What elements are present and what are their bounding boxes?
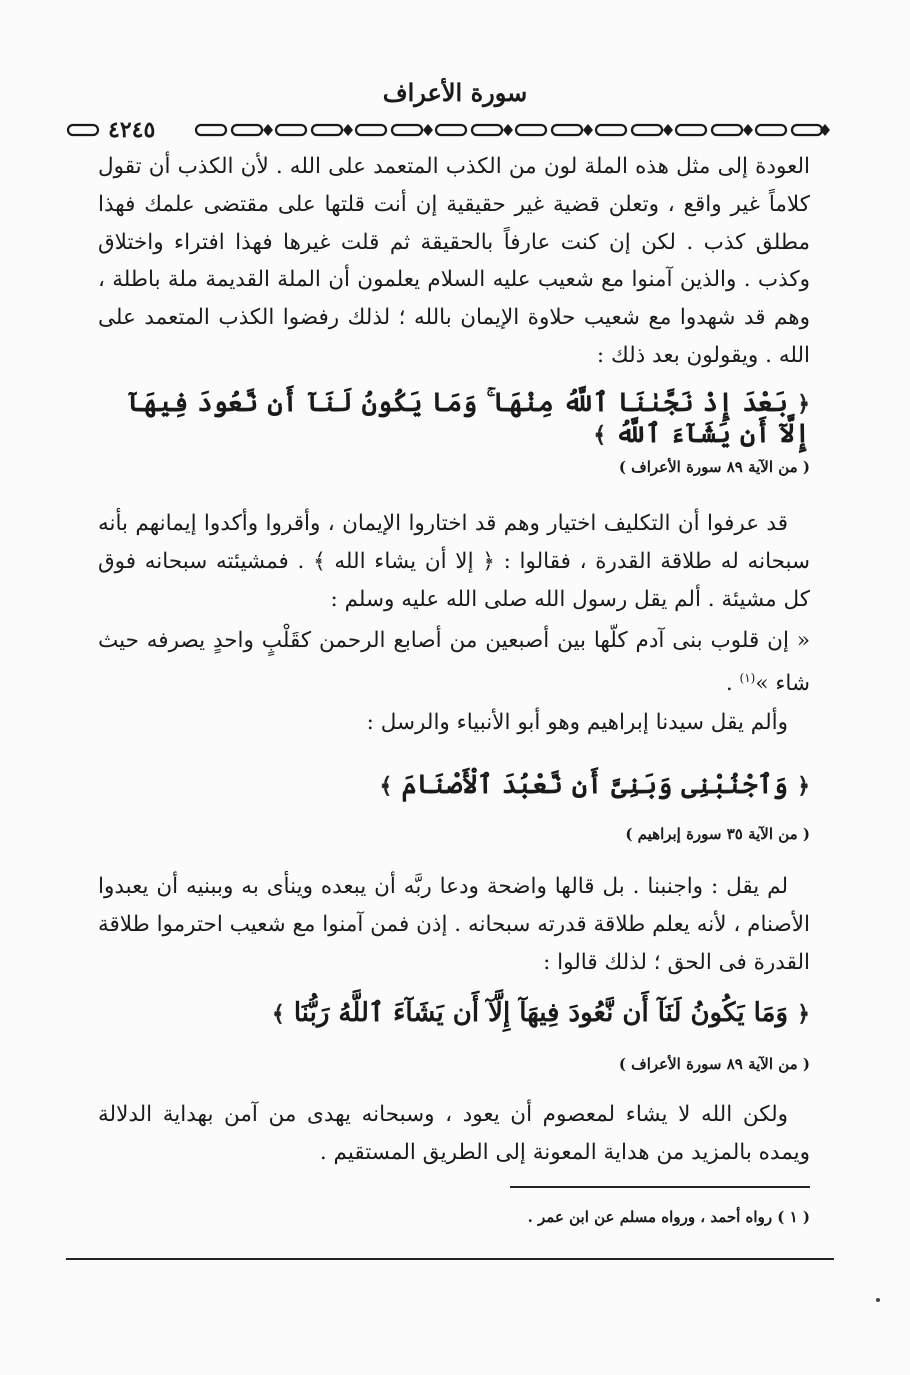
verse-text: بَعْدَ إِذْ نَجَّىٰنَا ٱللَّهُ مِنْهَا ۚ وَمَا يَكُونُ لَنَآ أَن نَّعُودَ فِيهَآ إِلَّآ أَن يَشَآءَ ٱللَّهُ — [127, 388, 810, 449]
verse-reference-3: ( من الآية ٨٩ سورة الأعراف ) — [618, 1055, 810, 1073]
verse-text: وَمَا يَكُونُ لَنَآ أَن نَّعُودَ فِيهَآ إِلَّآ أَن يَشَآءَ ٱللَّهُ رَبُّنَا — [293, 998, 789, 1028]
verse-open-bracket: ﴿ — [797, 773, 810, 799]
paragraph-3: وألم يقل سيدنا إبراهيم وهو أبو الأنبياء والرسل : — [366, 710, 788, 735]
verse-close-bracket: ﴾ — [379, 773, 393, 799]
ornamental-border — [66, 122, 830, 138]
paragraph-4: لم يقل : واجنبنا . بل قالها واضحة ودعا ربَّه أن يبعده وينأى به وببنيه أن يعبدوا الأصنام ، لأنه يعلم طلاقة قدرته سبحانه . إذن فمن آمنوا مع شعيب احترموا طلاقة القدرة فى الحق ؛ لذلك قالوا : — [98, 874, 810, 975]
verse-text: وَٱجْنُبْنِى وَبَنِىَّ أَن نَّعْبُدَ ٱلْأَصْنَامَ — [401, 770, 789, 800]
quran-verse-1 — [98, 388, 810, 449]
footnote: ( ١ ) رواه أحمد ، ورواه مسلم عن ابن عمر . — [527, 1208, 810, 1226]
hadith-text: « إن قلوب بنى آدم كلّها بين أصبعين من أصابع الرحمن كقَلْبٍ واحدٍ يصرفه حيث شاء » — [98, 628, 810, 696]
verse-reference-2: ( من الآية ٣٥ سورة إبراهيم ) — [625, 825, 810, 843]
paragraph-1: العودة إلى مثل هذه الملة لون من الكذب المتعمد على الله . لأن الكذب أن تقول كلاماً غير واقع ، وتعلن قضية غير حقيقية إن أنت قلتها على مقتضى علمك فهذا مطلق كذب . لكن إن كنت عارفاً بالحقيقة ثم قلت غيرها فهذا افتراء واختلاق وكذب . والذين آمنوا مع شعيب عليه السلام يعلمون أن الملة القديمة ملة باطلة ، وهم قد شهدوا مع شعيب حلاوة الإيمان بالله ؛ لذلك رفضوا الكذب المتعمد على الله . ويقولون بعد ذلك : — [98, 154, 810, 368]
paragraph-2: قد عرفوا أن التكليف اختيار وهم قد اختاروا الإيمان ، وأقروا وأكدوا إيمانهم بأنه سبحانه له طلاقة القدرة ، فقالوا : ﴿ إلا أن يشاء الله ﴾ . فمشيئته سبحانه فوق كل مشيئة . ألم يقل رسول الله صلى الله عليه وسلم : — [98, 511, 810, 612]
quran-verse-2 — [98, 770, 810, 800]
paragraph-5: ولكن الله لا يشاء لمعصوم أن يعود ، وسبحانه يهدى من آمن بهداية الدلالة ويمده بالمزيد من هداية المعونة إلى الطريق المستقيم . — [98, 1102, 810, 1165]
verse-open-bracket: ﴿ — [797, 1001, 810, 1027]
bottom-rule — [66, 1258, 834, 1260]
footnote-separator — [510, 1186, 810, 1188]
surah-title: سورة الأعراف — [382, 78, 528, 107]
verse-close-bracket: ﴾ — [271, 1001, 285, 1027]
hadith-end: . — [725, 670, 740, 696]
verse-reference-1: ( من الآية ٨٩ سورة الأعراف ) — [618, 458, 810, 476]
verse-close-bracket: ﴾ — [593, 422, 607, 448]
quran-verse-3 — [98, 998, 810, 1028]
page-number: ٤٢٤٥ — [108, 117, 156, 143]
hadith-quote — [98, 622, 810, 703]
footnote-marker: (١) — [739, 670, 756, 685]
verse-open-bracket: ﴿ — [797, 391, 810, 417]
print-speck — [876, 1298, 880, 1302]
